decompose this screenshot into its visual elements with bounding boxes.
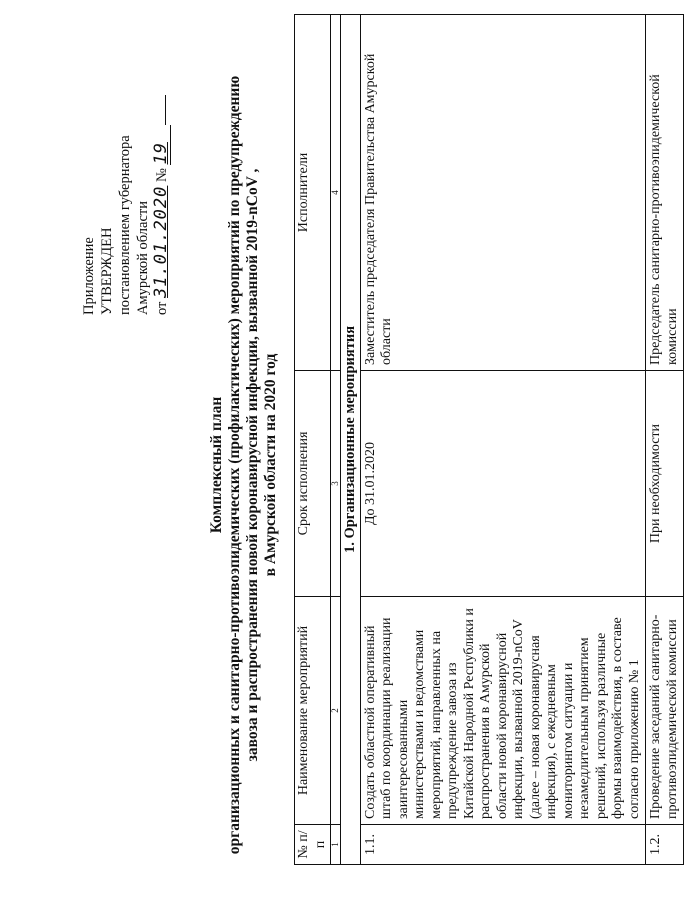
appendix-label: Приложение [81, 237, 97, 315]
row-measure: Создать областной оперативный штаб по координации реализации заинтересованными министерствами и ведомствами мероприятий, направленных на предупреждение завоза из Китайской Народной Республики и распространения в Амурской области новой коронавирусной инфекции, вызванной 2019-nCoV (далее – новая коронавирусная инфекция), с ежедневным мониторингом ситуации и незамедлительным принятием решений, используя различные формы взаимодействия, в составе согласно приложению № 1 [360, 597, 646, 825]
header-number: № п/п [295, 825, 331, 865]
row-measure: Проведение заседаний санитарно-противоэпидемической комиссии [646, 597, 684, 825]
row-deadline: При необходимости [646, 371, 684, 597]
approved-label: УТВЕРЖДЕН [99, 227, 115, 315]
date-prefix: от [154, 301, 170, 315]
handwritten-date: 31.01.2020 [151, 185, 171, 298]
row-number: 1.1. [360, 825, 646, 865]
row-executor: Председатель санитарно-противоэпидемической комиссии [646, 15, 684, 371]
table-header-row [295, 15, 331, 865]
handwritten-number: 19 [152, 125, 171, 165]
approval-stamp [80, 45, 171, 315]
number-prefix: № [154, 168, 170, 182]
section-row [341, 15, 361, 865]
header-measure: Наименование мероприятий [295, 597, 331, 825]
decree-label: постановлением губернатора [117, 135, 133, 315]
title-line-3: завоза и распространения новой коронавирусной инфекции, вызванной 2019-nCoV , [244, 168, 261, 762]
row-number: 1.2. [646, 825, 684, 865]
decree-date-line [152, 45, 171, 315]
column-number: 4 [331, 15, 341, 371]
column-number: 1 [331, 825, 341, 865]
region-label: Амурской области [135, 201, 151, 315]
section-title: 1. Организационные мероприятия [341, 15, 361, 865]
table-row [646, 15, 684, 865]
measures-table [294, 14, 684, 865]
header-deadline: Срок исполнения [295, 371, 331, 597]
column-number: 3 [331, 371, 341, 597]
title-line-1: Комплексный план [208, 396, 225, 534]
title-line-4: в Амурской области на 2020 год [262, 353, 279, 577]
header-executor: Исполнители [295, 15, 331, 371]
row-deadline: До 31.01.2020 [360, 371, 646, 597]
column-number: 2 [331, 597, 341, 825]
signature-underline [165, 95, 166, 125]
row-executor: Заместитель председателя Правительства Амурской области [360, 15, 646, 371]
document-title [208, 65, 280, 865]
table-row [360, 15, 646, 865]
title-line-2: организационных и санитарно-противоэпидемических (профилактических) мероприятий по предупреждению [226, 75, 243, 855]
column-number-row [331, 15, 341, 865]
